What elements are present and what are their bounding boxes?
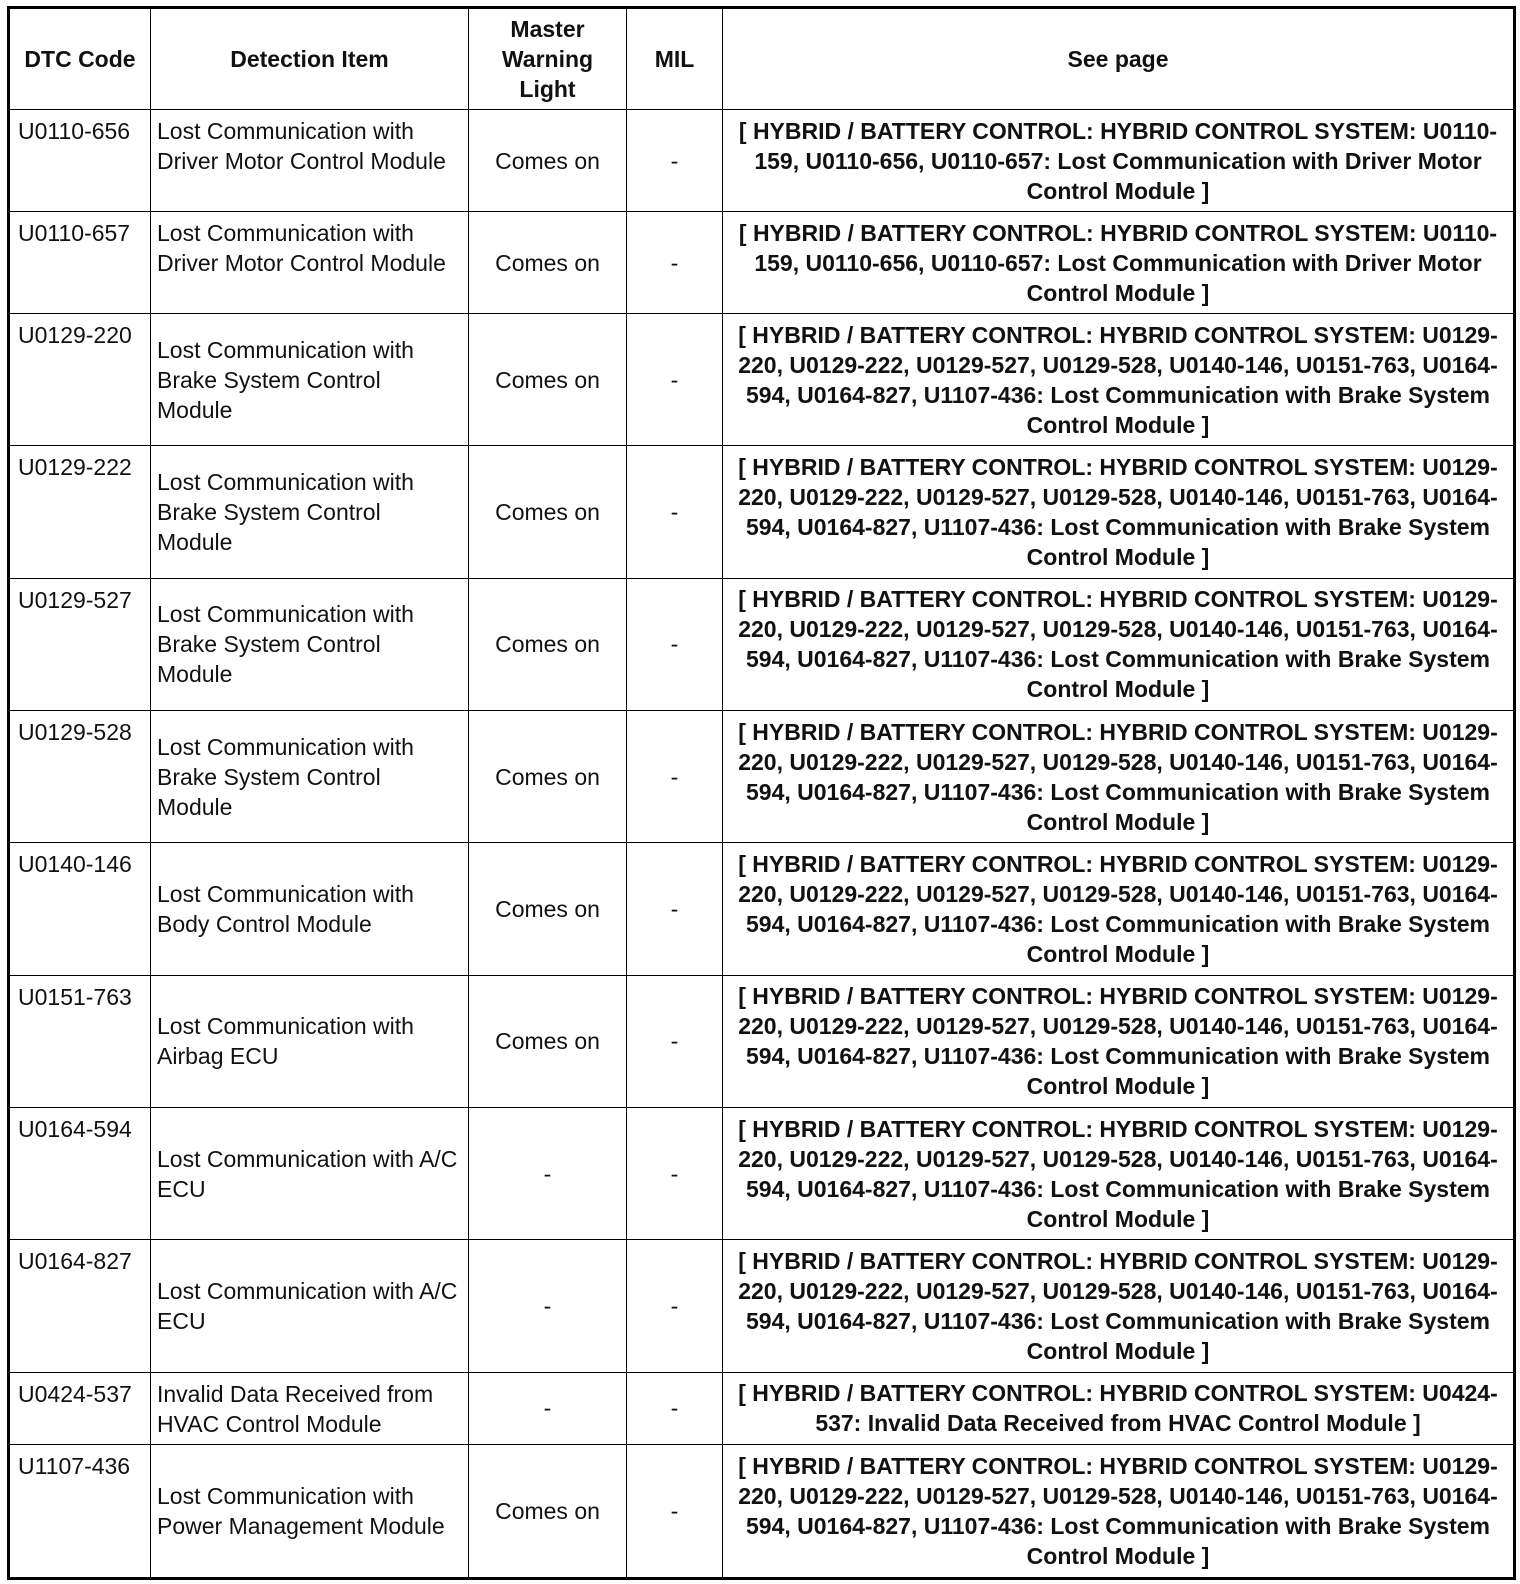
dtc-code-cell: U0129-527 — [9, 578, 151, 710]
detection-item-cell: Lost Communication with Driver Motor Control Module — [151, 212, 469, 314]
header-see-page: See page — [723, 8, 1515, 110]
see-page-link[interactable]: [ HYBRID / BATTERY CONTROL: HYBRID CONTROL SYSTEM: U0110-159, U0110-656, U0110-657: Lost Communication with Driver Motor Control Module ] — [723, 110, 1515, 212]
header-dtc-code: DTC Code — [9, 8, 151, 110]
mil-cell: - — [627, 1444, 723, 1578]
detection-item-cell: Lost Communication with Driver Motor Control Module — [151, 110, 469, 212]
table-row — [9, 711, 1515, 843]
mil-cell: - — [627, 1108, 723, 1240]
detection-item-cell: Lost Communication with Brake System Control Module — [151, 314, 469, 446]
master-warning-cell: Comes on — [469, 110, 627, 212]
table-row — [9, 1108, 1515, 1240]
header-master-warning-light: Master Warning Light — [469, 8, 627, 110]
see-page-link[interactable]: [ HYBRID / BATTERY CONTROL: HYBRID CONTROL SYSTEM: U0110-159, U0110-656, U0110-657: Lost Communication with Driver Motor Control Module ] — [723, 212, 1515, 314]
detection-item-cell: Invalid Data Received from HVAC Control Module — [151, 1372, 469, 1444]
see-page-link[interactable]: [ HYBRID / BATTERY CONTROL: HYBRID CONTROL SYSTEM: U0129-220, U0129-222, U0129-527, U0129-528, U0140-146, U0151-763, U0164-594, U0164-827, U1107-436: Lost Communication with Brake System Control Module ] — [723, 578, 1515, 710]
dtc-code-cell: U1107-436 — [9, 1444, 151, 1578]
mil-cell: - — [627, 711, 723, 843]
table-row — [9, 446, 1515, 578]
master-warning-cell: - — [469, 1372, 627, 1444]
table-row — [9, 843, 1515, 975]
table-row — [9, 1372, 1515, 1444]
master-warning-cell: - — [469, 1108, 627, 1240]
dtc-code-cell: U0151-763 — [9, 975, 151, 1107]
master-warning-cell: Comes on — [469, 212, 627, 314]
dtc-code-cell: U0129-528 — [9, 711, 151, 843]
master-warning-cell: Comes on — [469, 314, 627, 446]
dtc-code-cell: U0164-827 — [9, 1240, 151, 1372]
detection-item-cell: Lost Communication with Brake System Control Module — [151, 578, 469, 710]
dtc-table — [7, 6, 1516, 1580]
master-warning-cell: Comes on — [469, 578, 627, 710]
mil-cell: - — [627, 446, 723, 578]
dtc-code-cell: U0110-657 — [9, 212, 151, 314]
dtc-code-cell: U0110-656 — [9, 110, 151, 212]
mil-cell: - — [627, 212, 723, 314]
detection-item-cell: Lost Communication with Airbag ECU — [151, 975, 469, 1107]
dtc-code-cell: U0140-146 — [9, 843, 151, 975]
detection-item-cell: Lost Communication with A/C ECU — [151, 1240, 469, 1372]
table-row — [9, 1240, 1515, 1372]
master-warning-cell: Comes on — [469, 711, 627, 843]
mil-cell: - — [627, 843, 723, 975]
detection-item-cell: Lost Communication with Brake System Control Module — [151, 711, 469, 843]
see-page-link[interactable]: [ HYBRID / BATTERY CONTROL: HYBRID CONTROL SYSTEM: U0129-220, U0129-222, U0129-527, U0129-528, U0140-146, U0151-763, U0164-594, U0164-827, U1107-436: Lost Communication with Brake System Control Module ] — [723, 711, 1515, 843]
dtc-code-cell: U0129-220 — [9, 314, 151, 446]
table-row — [9, 212, 1515, 314]
dtc-code-cell: U0164-594 — [9, 1108, 151, 1240]
master-warning-cell: Comes on — [469, 843, 627, 975]
header-mil: MIL — [627, 8, 723, 110]
detection-item-cell: Lost Communication with Brake System Control Module — [151, 446, 469, 578]
see-page-link[interactable]: [ HYBRID / BATTERY CONTROL: HYBRID CONTROL SYSTEM: U0129-220, U0129-222, U0129-527, U0129-528, U0140-146, U0151-763, U0164-594, U0164-827, U1107-436: Lost Communication with Brake System Control Module ] — [723, 975, 1515, 1107]
table-row — [9, 578, 1515, 710]
see-page-link[interactable]: [ HYBRID / BATTERY CONTROL: HYBRID CONTROL SYSTEM: U0129-220, U0129-222, U0129-527, U0129-528, U0140-146, U0151-763, U0164-594, U0164-827, U1107-436: Lost Communication with Brake System Control Module ] — [723, 1444, 1515, 1578]
table-row — [9, 1444, 1515, 1578]
see-page-link[interactable]: [ HYBRID / BATTERY CONTROL: HYBRID CONTROL SYSTEM: U0129-220, U0129-222, U0129-527, U0129-528, U0140-146, U0151-763, U0164-594, U0164-827, U1107-436: Lost Communication with Brake System Control Module ] — [723, 1240, 1515, 1372]
master-warning-cell: - — [469, 1240, 627, 1372]
detection-item-cell: Lost Communication with Power Management Module — [151, 1444, 469, 1578]
see-page-link[interactable]: [ HYBRID / BATTERY CONTROL: HYBRID CONTROL SYSTEM: U0129-220, U0129-222, U0129-527, U0129-528, U0140-146, U0151-763, U0164-594, U0164-827, U1107-436: Lost Communication with Brake System Control Module ] — [723, 843, 1515, 975]
master-warning-cell: Comes on — [469, 975, 627, 1107]
mil-cell: - — [627, 314, 723, 446]
see-page-link[interactable]: [ HYBRID / BATTERY CONTROL: HYBRID CONTROL SYSTEM: U0129-220, U0129-222, U0129-527, U0129-528, U0140-146, U0151-763, U0164-594, U0164-827, U1107-436: Lost Communication with Brake System Control Module ] — [723, 446, 1515, 578]
see-page-link[interactable]: [ HYBRID / BATTERY CONTROL: HYBRID CONTROL SYSTEM: U0129-220, U0129-222, U0129-527, U0129-528, U0140-146, U0151-763, U0164-594, U0164-827, U1107-436: Lost Communication with Brake System Control Module ] — [723, 1108, 1515, 1240]
header-detection-item: Detection Item — [151, 8, 469, 110]
table-row — [9, 110, 1515, 212]
see-page-link[interactable]: [ HYBRID / BATTERY CONTROL: HYBRID CONTROL SYSTEM: U0424-537: Invalid Data Received from HVAC Control Module ] — [723, 1372, 1515, 1444]
see-page-link[interactable]: [ HYBRID / BATTERY CONTROL: HYBRID CONTROL SYSTEM: U0129-220, U0129-222, U0129-527, U0129-528, U0140-146, U0151-763, U0164-594, U0164-827, U1107-436: Lost Communication with Brake System Control Module ] — [723, 314, 1515, 446]
mil-cell: - — [627, 975, 723, 1107]
master-warning-cell: Comes on — [469, 1444, 627, 1578]
mil-cell: - — [627, 1372, 723, 1444]
detection-item-cell: Lost Communication with Body Control Module — [151, 843, 469, 975]
mil-cell: - — [627, 110, 723, 212]
table-row — [9, 314, 1515, 446]
detection-item-cell: Lost Communication with A/C ECU — [151, 1108, 469, 1240]
dtc-code-cell: U0424-537 — [9, 1372, 151, 1444]
header-row — [9, 8, 1515, 110]
table-row — [9, 975, 1515, 1107]
mil-cell: - — [627, 578, 723, 710]
dtc-code-cell: U0129-222 — [9, 446, 151, 578]
master-warning-cell: Comes on — [469, 446, 627, 578]
mil-cell: - — [627, 1240, 723, 1372]
